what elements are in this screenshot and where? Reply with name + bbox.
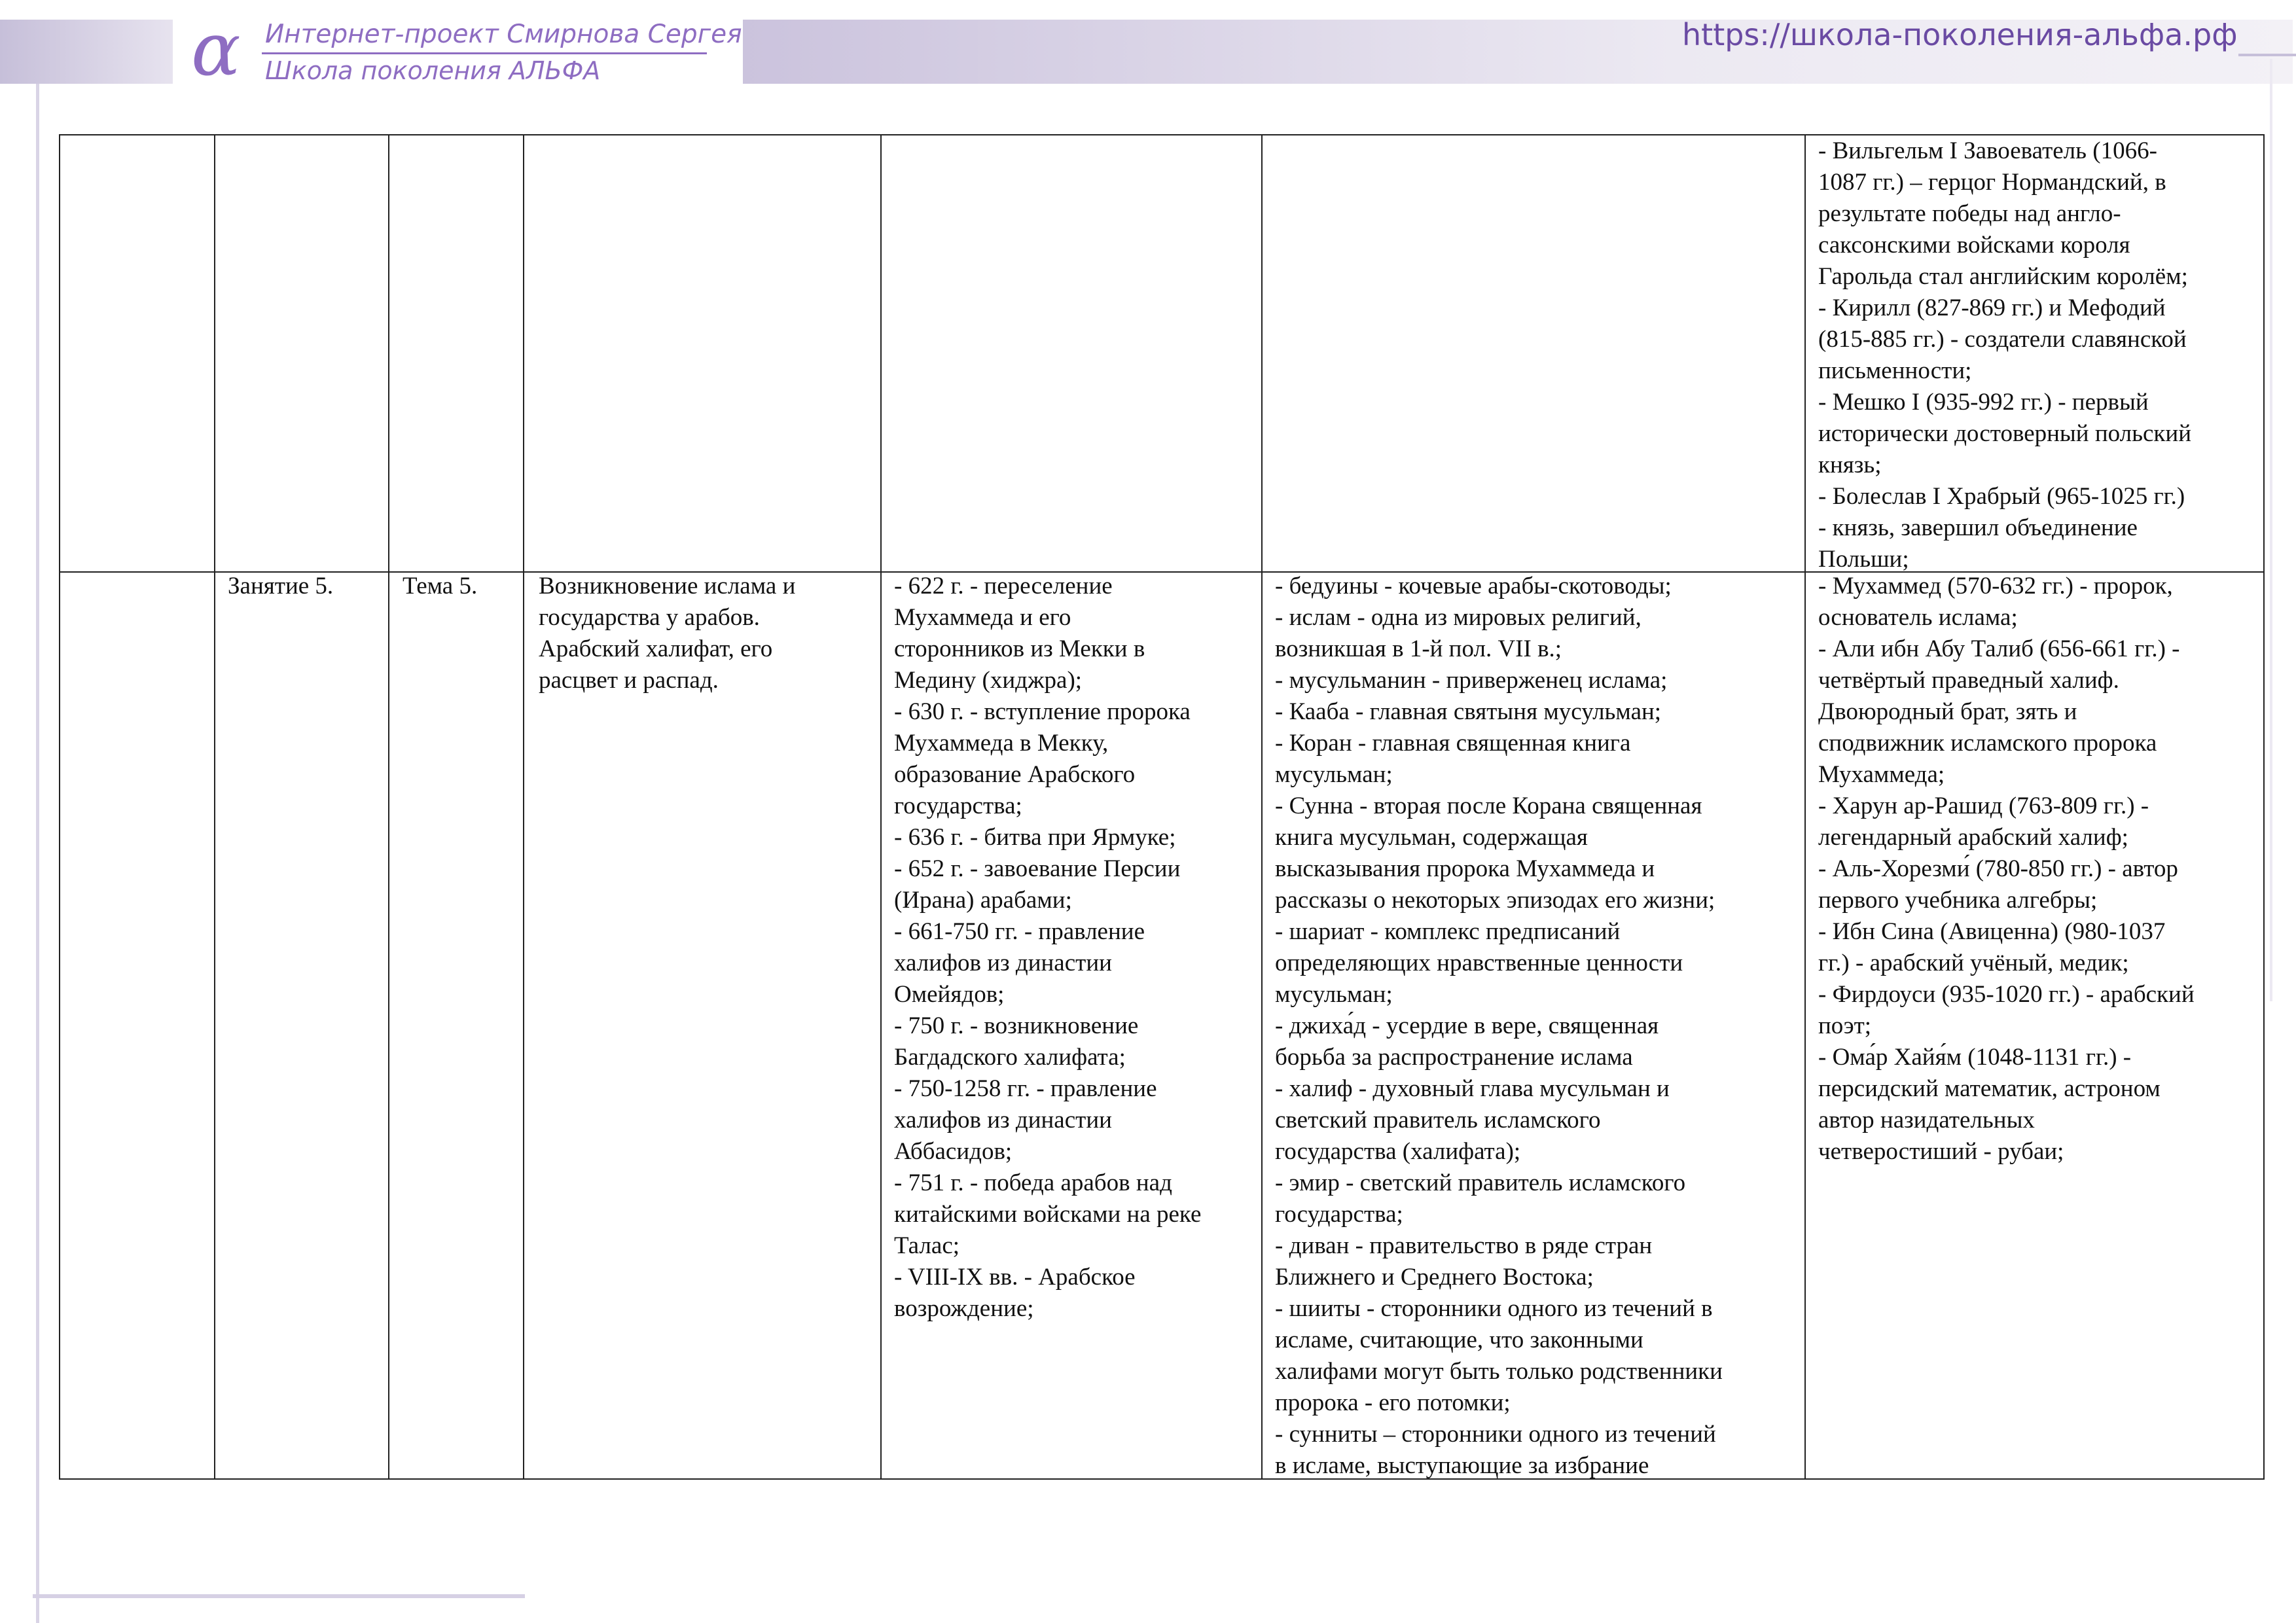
persons-line: - Харун ар-Рашид (763-809 гг.) - (1818, 793, 2149, 819)
column-divider (523, 135, 524, 1478)
persons-line: 1087 гг.) – герцог Нормандский, в (1818, 169, 2166, 196)
date-line: Аббасидов; (894, 1138, 1013, 1165)
persons-line: Польши; (1818, 546, 1909, 573)
term-line: - Коран - главная священная книга (1275, 730, 1631, 757)
term-line: определяющих нравственные ценности (1275, 950, 1683, 976)
date-line: - 652 г. - завоевание Персии (894, 855, 1181, 882)
term-line: рассказы о некоторых эпизодах его жизни; (1275, 887, 1715, 914)
footer-line (33, 1594, 525, 1598)
persons-line: письменности; (1818, 357, 1972, 384)
term-line: - эмир - светский правитель исламского (1275, 1169, 1686, 1196)
persons-line: персидский математик, астроном (1818, 1075, 2161, 1102)
persons-line: - Вильгельм I Завоеватель (1066- (1818, 137, 2157, 164)
date-line: Мухаммеда и его (894, 604, 1071, 631)
term-line: светский правитель исламского (1275, 1107, 1601, 1133)
lesson-label-cell (228, 571, 333, 602)
date-line: - 661-750 гг. - правление (894, 918, 1145, 945)
persons-line: результате победы над англо- (1818, 200, 2121, 227)
date-line: (Ирана) арабами; (894, 887, 1072, 914)
topic-title-line: расцвет и распад. (539, 667, 719, 694)
date-line: Медину (хиджра); (894, 667, 1083, 694)
brand-divider (262, 52, 707, 54)
left-margin-bar (36, 84, 39, 1623)
persons-line: четверостиший - рубаи; (1818, 1138, 2064, 1165)
persons-line: четвёртый праведный халиф. (1818, 667, 2119, 694)
term-line: книга мусульман, содержащая (1275, 824, 1588, 851)
persons-line: сподвижник исламского пророка (1818, 730, 2157, 757)
column-divider (388, 135, 389, 1478)
topic-title-line: Арабский халифат, его (539, 635, 773, 662)
persons-line: основатель ислама; (1818, 604, 2018, 631)
date-line: Талас; (894, 1232, 960, 1259)
persons-line: автор назидательных (1818, 1107, 2035, 1133)
persons-line: Мухаммеда; (1818, 761, 1945, 788)
date-line: образование Арабского (894, 761, 1136, 788)
date-line: - 636 г. - битва при Ярмуке; (894, 824, 1176, 851)
persons-line: - Кирилл (827-869 гг.) и Мефодий (1818, 294, 2166, 321)
alpha-logo-icon: α (191, 7, 241, 92)
term-line: государства (халифата); (1275, 1138, 1521, 1165)
date-line: - 751 г. - победа арабов над (894, 1169, 1172, 1196)
term-line: мусульман; (1275, 761, 1393, 788)
term-line: мусульман; (1275, 981, 1393, 1008)
column-divider (214, 135, 215, 1478)
persons-line: первого учебника алгебры; (1818, 887, 2098, 914)
topic-title-line: государства у арабов. (539, 604, 760, 631)
persons-line: легендарный арабский халиф; (1818, 824, 2128, 851)
header-band-left (0, 20, 173, 84)
term-line: - халиф - духовный глава мусульман и (1275, 1075, 1670, 1102)
persons-line: - князь, завершил объединение (1818, 514, 2138, 541)
date-line: - 750 г. - возникновение (894, 1012, 1139, 1039)
term-line: государства; (1275, 1201, 1403, 1228)
term-line: - ислам - одна из мировых религий, (1275, 604, 1641, 631)
persons-line: - Али ибн Абу Талиб (656-661 гг.) - (1818, 635, 2180, 662)
term-line: высказывания пророка Мухаммеда и (1275, 855, 1655, 882)
persons-line: - Ома́р Хайя́м (1048-1131 гг.) - (1818, 1044, 2132, 1071)
persons-line: саксонскими войсками короля (1818, 232, 2130, 259)
date-line: возрождение; (894, 1295, 1034, 1322)
date-line: Мухаммеда в Мекку, (894, 730, 1109, 757)
persons-line: исторически достоверный польский (1818, 420, 2191, 447)
term-line: Ближнего и Среднего Востока; (1275, 1264, 1594, 1291)
term-line: - шариат - комплекс предписаний (1275, 918, 1621, 945)
brand-subtitle: Школа поколения АЛЬФА (265, 56, 601, 85)
date-line: Багдадского халифата; (894, 1044, 1126, 1071)
term-line: - сунниты – сторонники одного из течений (1275, 1421, 1716, 1448)
persons-line: - Болеслав I Храбрый (965-1025 гг.) (1818, 483, 2185, 510)
persons-line: - Мешко I (935-992 гг.) - первый (1818, 389, 2149, 416)
column-divider (1804, 135, 1806, 1478)
date-line: халифов из династии (894, 950, 1112, 976)
column-divider (1261, 135, 1263, 1478)
date-line: Омейядов; (894, 981, 1005, 1008)
persons-list-row1 (1818, 135, 2191, 575)
brand-title: Интернет-проект Смирнова Сергея (265, 20, 742, 49)
persons-line: Двоюродный брат, зять и (1818, 698, 2077, 725)
date-line: китайскими войсками на реке (894, 1201, 1202, 1228)
date-line: сторонников из Мекки в (894, 635, 1145, 662)
term-line: - шииты - сторонники одного из течений в (1275, 1295, 1713, 1322)
date-line: - 622 г. - переселение (894, 573, 1113, 599)
persons-line: - Мухаммед (570-632 гг.) - пророк, (1818, 573, 2173, 599)
topic-number: Тема 5. (403, 573, 478, 599)
topic-number-cell (403, 571, 477, 602)
persons-line: (815-885 гг.) - создатели славянской (1818, 326, 2187, 353)
persons-line: - Ибн Сина (Авиценна) (980-1037 (1818, 918, 2166, 945)
date-line: - 630 г. - вступление пророка (894, 698, 1191, 725)
lesson-label: Занятие 5. (228, 573, 334, 599)
term-line: пророка - его потомки; (1275, 1389, 1511, 1416)
right-margin-bar (2270, 59, 2272, 1001)
date-line: - VIII-IX вв. - Арабское (894, 1264, 1136, 1291)
persons-line: - Аль-Хорезми́ (780-850 гг.) - автор (1818, 855, 2178, 882)
persons-line: гг.) - арабский учёный, медик; (1818, 950, 2129, 976)
term-line: в исламе, выступающие за избрание (1275, 1452, 1649, 1479)
persons-line: - Фирдоуси (935-1020 гг.) - арабский (1818, 981, 2195, 1008)
term-line: исламе, считающие, что законными (1275, 1327, 1643, 1353)
term-line: - Сунна - вторая после Корана священная (1275, 793, 1702, 819)
term-line: борьба за распространение ислама (1275, 1044, 1633, 1071)
topic-title-line: Возникновение ислама и (539, 573, 796, 599)
persons-line: поэт; (1818, 1012, 1872, 1039)
term-line: - мусульманин - приверженец ислама; (1275, 667, 1668, 694)
term-line: халифами могут быть только родственники (1275, 1358, 1723, 1385)
term-line: - джиха́д - усердие в вере, священная (1275, 1012, 1659, 1039)
date-line: государства; (894, 793, 1022, 819)
term-line: - Кааба - главная святыня мусульман; (1275, 698, 1662, 725)
persons-line: князь; (1818, 452, 1882, 478)
persons-line: Гарольда стал английским королём; (1818, 263, 2188, 290)
date-line: халифов из династии (894, 1107, 1112, 1133)
term-line: возникшая в 1-й пол. VII в.; (1275, 635, 1562, 662)
term-line: - бедуины - кочевые арабы-скотоводы; (1275, 573, 1672, 599)
date-line: - 750-1258 гг. - правление (894, 1075, 1157, 1102)
header-accent-line (2238, 54, 2296, 56)
term-line: - диван - правительство в ряде стран (1275, 1232, 1653, 1259)
column-divider (880, 135, 882, 1478)
site-url-link[interactable]: https://школа-поколения-альфа.рф (1682, 17, 2238, 52)
